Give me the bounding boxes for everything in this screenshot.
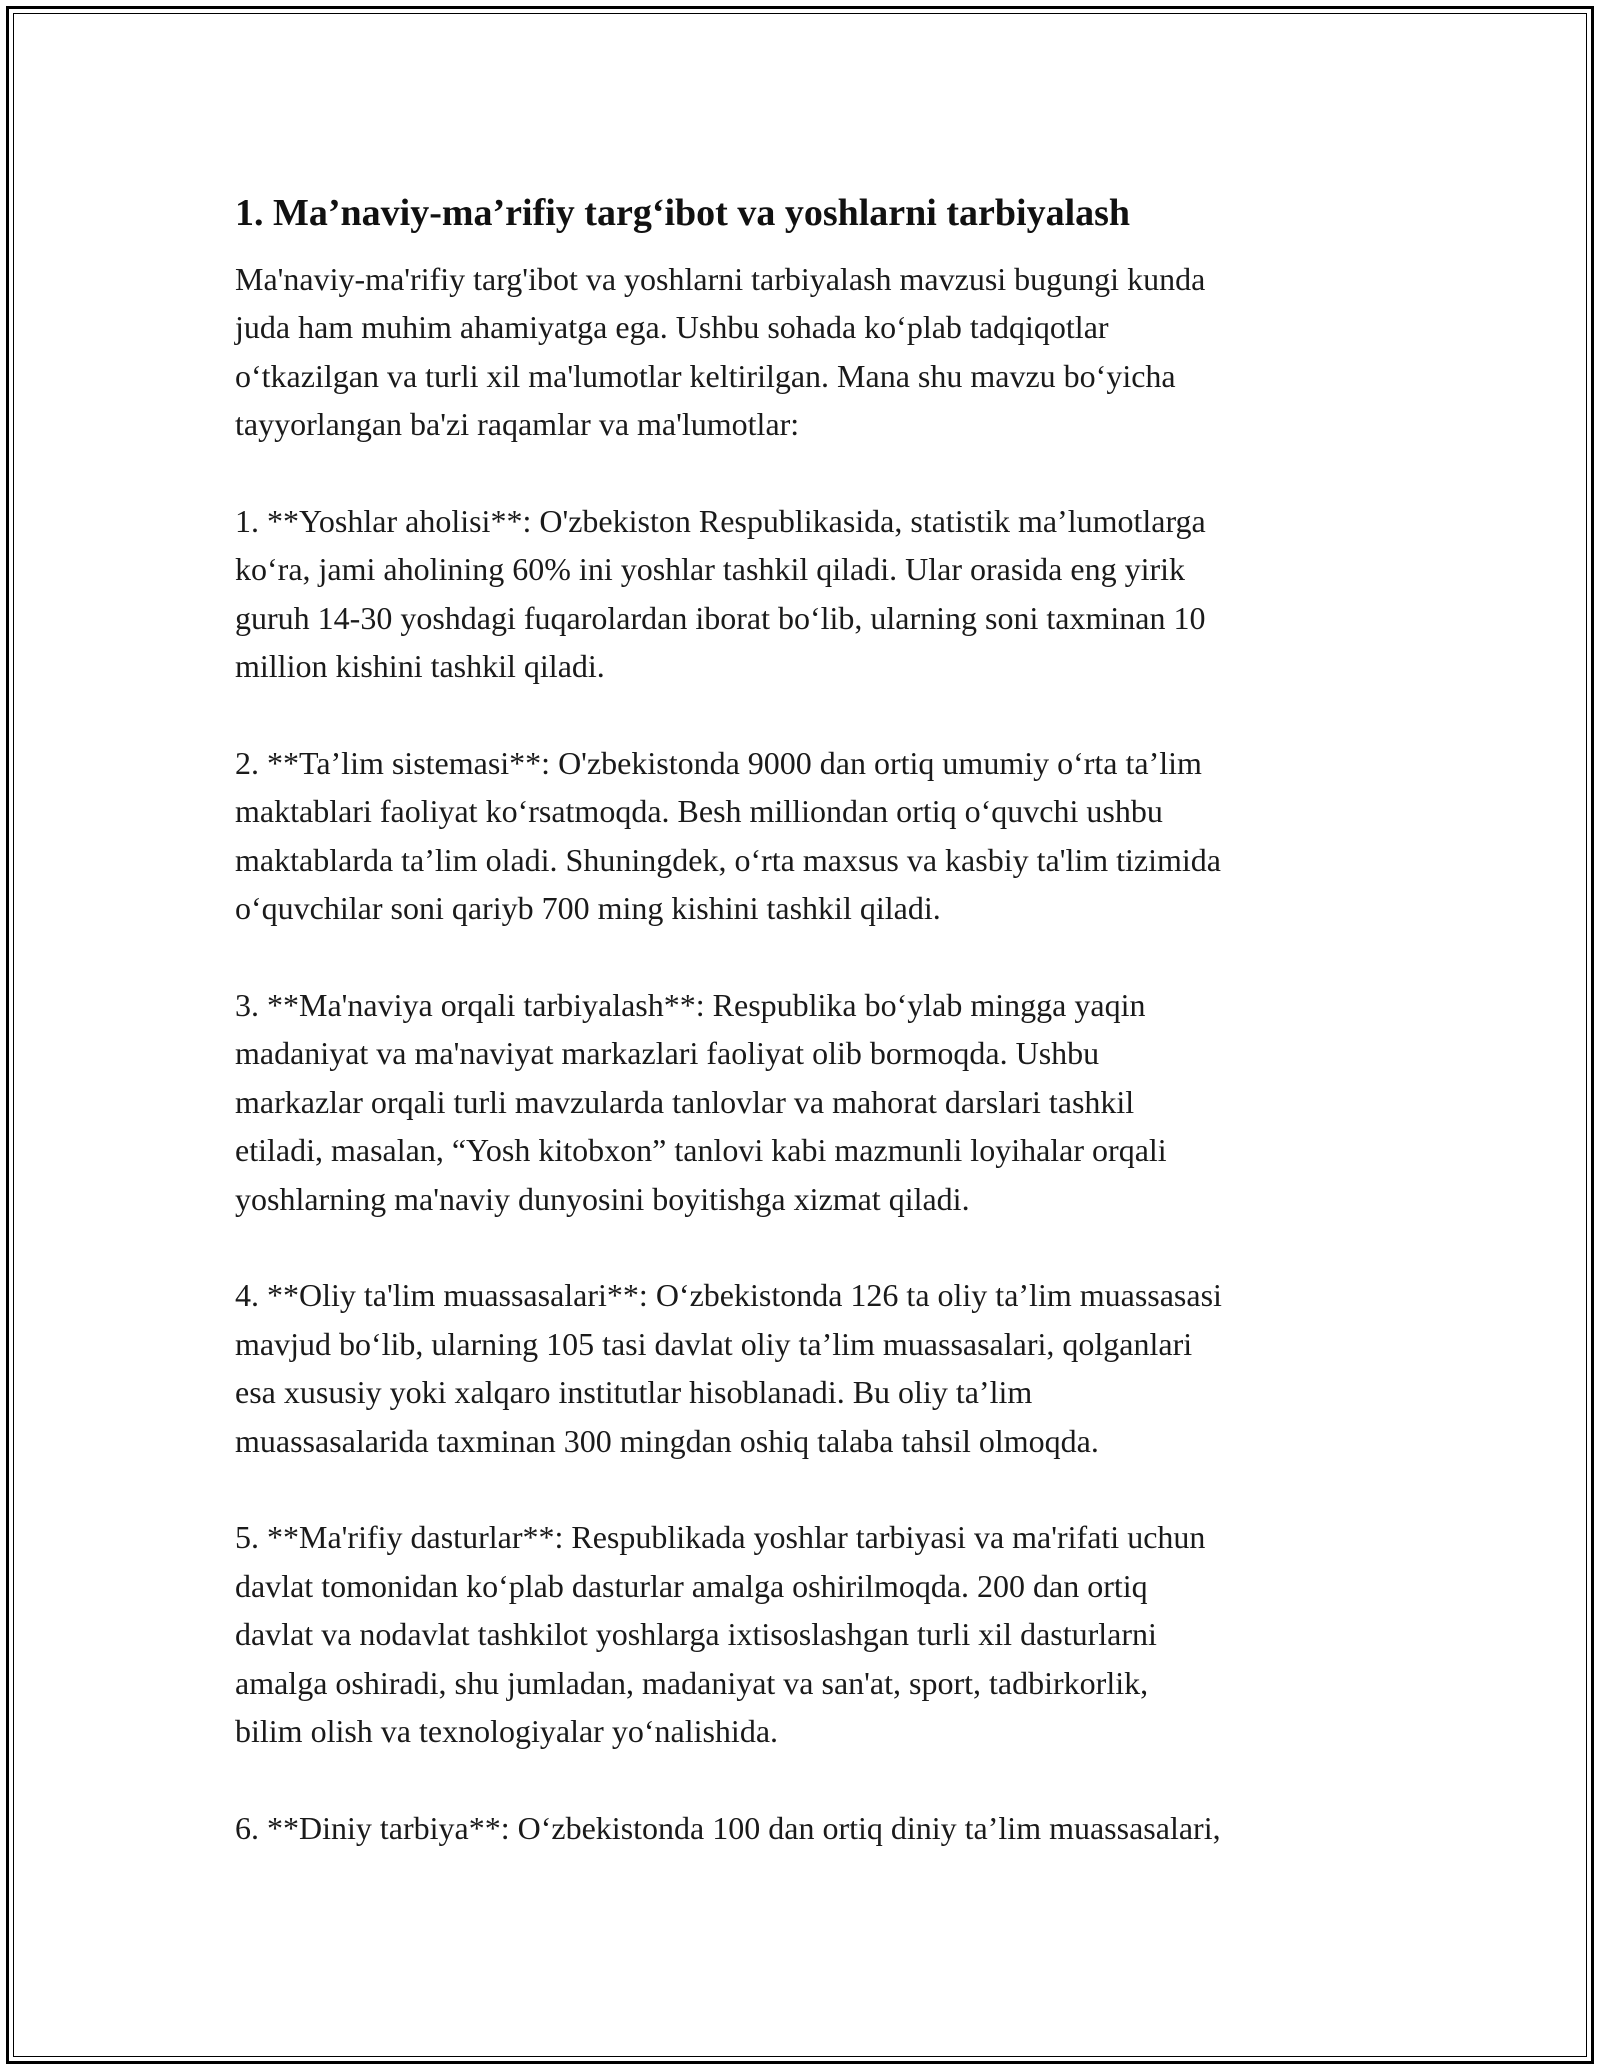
list-item-spiritual-upbringing: 3. **Ma'naviya orqali tarbiyalash**: Respublika bo‘ylab mingga yaqin madaniyat va ma'naviyat markazlari faoliyat olib bormoqda. Ushbu markazlar orqali turli mavzularda tanlovlar va mahorat darslari tashkil etiladi, masalan, “Yosh kitobxon” tanlovi kabi mazmunli loyihalar orqali yoshlarning ma'naviy dunyosini boyitishga xizmat qiladi. xyxy=(235,987,1167,1217)
list-item-higher-education: 4. **Oliy ta'lim muassasalari**: O‘zbekistonda 126 ta oliy ta’lim muassasasi mavjud bo‘lib, ularning 105 tasi davlat oliy ta’lim muassasalari, qolganlari esa xususiy yoki xalqaro institutlar hisoblanadi. Bu oliy ta’lim muassasalarida taxminan 300 mingdan oshiq talaba tahsil olmoqda. xyxy=(235,1277,1222,1459)
list-item-education-system: 2. **Ta’lim sistemasi**: O'zbekistonda 9000 dan ortiq umumiy o‘rta ta’lim maktablari faoliyat ko‘rsatmoqda. Besh milliondan ortiq o‘quvchi ushbu maktablarda ta’lim oladi. Shuningdek, o‘rta maxsus va kasbiy ta'lim tizimida o‘quvchilar soni qariyb 700 ming kishini tashkil qiladi. xyxy=(235,745,1221,927)
list-item-religious-upbringing: 6. **Diniy tarbiya**: O‘zbekistonda 100 dan ortiq diniy ta’lim muassasalari, xyxy=(235,1809,1221,1846)
intro-paragraph: Ma'naviy-ma'rifiy targ'ibot va yoshlarni tarbiyalash mavzusi bugungi kunda juda ham muhim ahamiyatga ega. Ushbu sohada ko‘plab tadqiqotlar o‘tkazilgan va turli xil ma'lumotlar keltirilgan. Mana shu mavzu bo‘yicha tayyorlangan ba'zi raqamlar va ma'lumotlar: xyxy=(235,261,1206,443)
list-item-youth-population: 1. **Yoshlar aholisi**: O'zbekiston Respublikasida, statistik ma’lumotlarga ko‘ra, jami aholining 60% ini yoshlar tashkil qiladi. Ular orasida eng yirik guruh 14-30 yoshdagi fuqarolardan iborat bo‘lib, ularning soni taxminan 10 million kishini tashkil qiladi. xyxy=(235,503,1206,685)
list-item-educational-programs: 5. **Ma'rifiy dasturlar**: Respublikada yoshlar tarbiyasi va ma'rifati uchun davlat tomonidan ko‘plab dasturlar amalga oshirilmoqda. 200 dan ortiq davlat va nodavlat tashkilot yoshlarga ixtisoslashgan turli xil dasturlarni amalga oshiradi, shu jumladan, madaniyat va san'at, sport, tadbirkorlik, bilim olish va texnologiyalar yo‘nalishida. xyxy=(235,1519,1206,1750)
document-heading: 1. Ma’naviy-ma’rifiy targ‘ibot va yoshlarni tarbiyalash xyxy=(235,192,1131,234)
document-body xyxy=(235,185,1385,1852)
